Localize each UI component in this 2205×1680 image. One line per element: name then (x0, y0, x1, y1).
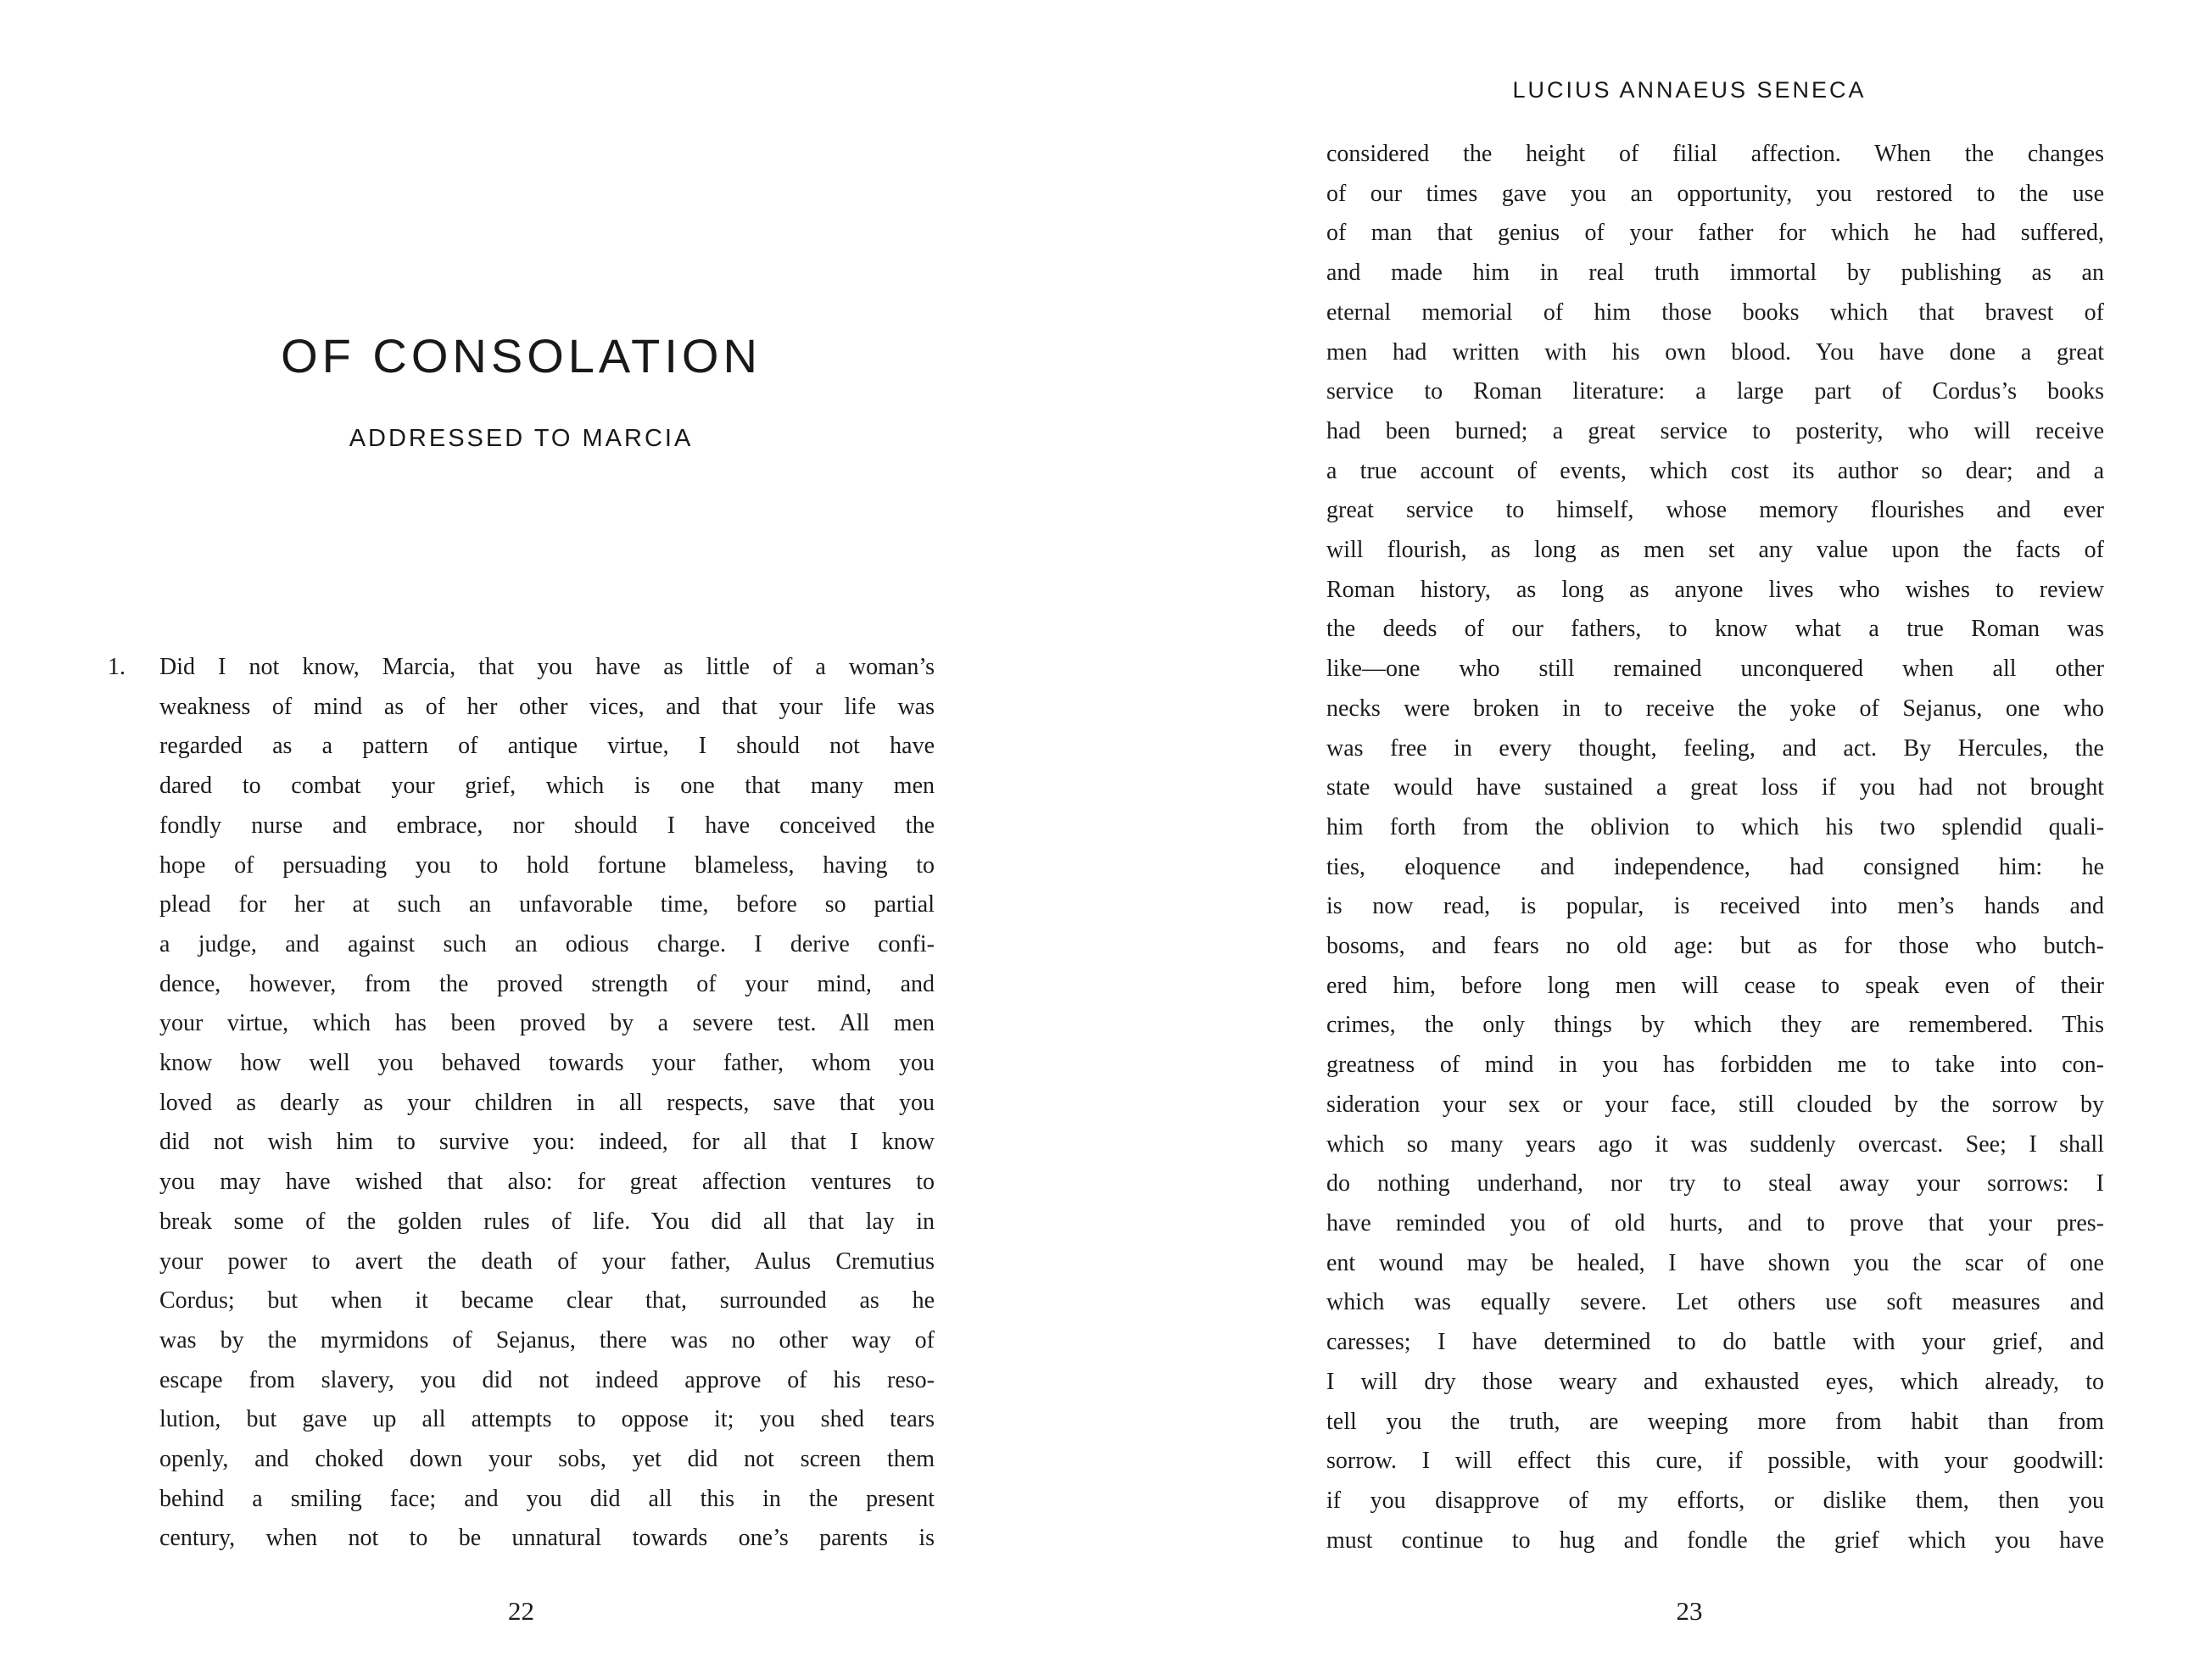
text-line: century, when not to be unnatural towards one’s parents is (159, 1525, 935, 1552)
text-line: escape from slavery, you did not indeed approve of his reso- (159, 1366, 935, 1393)
text-line: and made him in real truth immortal by publishing as an (1326, 260, 2104, 287)
text-line: tell you the truth, are weeping more from habit than from (1326, 1408, 2104, 1435)
text-line: necks were broken in to receive the yoke of Sejanus, one who (1326, 695, 2104, 722)
text-line: plead for her at such an unfavorable time, before so partial (159, 891, 935, 918)
text-line: regarded as a pattern of antique virtue, I should not have (159, 733, 935, 760)
text-line: service to Roman literature: a large part of Cordus’s books (1326, 378, 2104, 405)
text-line: will flourish, as long as men set any value upon the facts of (1326, 537, 2104, 564)
left-page-body-text (159, 648, 935, 1559)
text-line: I will dry those weary and exhausted eyes, which already, to (1326, 1368, 2104, 1395)
text-line: greatness of mind in you has forbidden me to take into con- (1326, 1052, 2104, 1079)
text-line: a judge, and against such an odious charge. I derive confi- (159, 930, 935, 957)
text-line: loved as dearly as your children in all respects, save that you (159, 1089, 935, 1116)
text-line: do nothing underhand, nor try to steal away your sorrows: I (1326, 1170, 2104, 1197)
text-line: which so many years ago it was suddenly overcast. See; I shall (1326, 1130, 2104, 1158)
text-line: had been burned; a great service to posterity, who will receive (1326, 417, 2104, 444)
text-line: Did I not know, Marcia, that you have as little of a woman’s (159, 654, 935, 680)
text-line: ties, eloquence and independence, had consigned him: he (1326, 853, 2104, 880)
text-line: did not wish him to survive you: indeed, for all that I know (159, 1129, 935, 1156)
text-line: have reminded you of old hurts, and to prove that your pres- (1326, 1209, 2104, 1236)
text-line: of our times gave you an opportunity, you restored to the use (1326, 180, 2104, 207)
text-line: behind a smiling face; and you did all this in the present (159, 1485, 935, 1512)
right-page-number: 23 (1676, 1596, 1703, 1626)
paragraph-number: 1. (108, 654, 126, 680)
text-line: fondly nurse and embrace, nor should I have conceived the (159, 812, 935, 839)
text-line: was free in every thought, feeling, and act. By Hercules, the (1326, 734, 2104, 762)
text-line: bosoms, and fears no old age: but as for those who butch- (1326, 933, 2104, 960)
text-line: sideration your sex or your face, still clouded by the sorrow by (1326, 1091, 2104, 1118)
chapter-subtitle: ADDRESSED TO MARCIA (349, 425, 694, 452)
text-line: dence, however, from the proved strength of your mind, and (159, 970, 935, 997)
text-line: considered the height of filial affection. When the changes (1326, 141, 2104, 167)
text-line: if you disapprove of my efforts, or dislike them, then you (1326, 1487, 2104, 1514)
text-line: state would have sustained a great loss if you had not brought (1326, 774, 2104, 801)
left-page-number: 22 (508, 1596, 534, 1626)
text-line: you may have wished that also: for great affection ventures to (159, 1169, 935, 1196)
text-line: caresses; I have determined to do battle with your grief, and (1326, 1329, 2104, 1356)
text-line: ent wound may be healed, I have shown you the scar of one (1326, 1249, 2104, 1276)
text-line: dared to combat your grief, which is one that many men (159, 773, 935, 800)
text-line: ered him, before long men will cease to speak even of their (1326, 972, 2104, 999)
text-line: which was equally severe. Let others use soft measures and (1326, 1289, 2104, 1316)
text-line: him forth from the oblivion to which his two splendid quali- (1326, 813, 2104, 840)
text-line: must continue to hug and fondle the grief which you have (1326, 1527, 2104, 1554)
text-line: a true account of events, which cost its author so dear; and a (1326, 457, 2104, 484)
text-line: crimes, the only things by which they are remembered. This (1326, 1012, 2104, 1039)
text-line: know how well you behaved towards your father, whom you (159, 1050, 935, 1077)
text-line: Roman history, as long as anyone lives who wishes to review (1326, 576, 2104, 603)
running-header: LUCIUS ANNAEUS SENECA (1512, 77, 1867, 103)
text-line: eternal memorial of him those books which that bravest of (1326, 299, 2104, 326)
text-line: Cordus; but when it became clear that, surrounded as he (159, 1287, 935, 1314)
text-line: of man that genius of your father for which he had suffered, (1326, 220, 2104, 247)
text-line: weakness of mind as of her other vices, and that your life was (159, 693, 935, 720)
right-page-body-text (1326, 135, 2104, 1560)
text-line: like—one who still remained unconquered when all other (1326, 656, 2104, 683)
text-line: was by the myrmidons of Sejanus, there was no other way of (159, 1326, 935, 1353)
text-line: great service to himself, whose memory flourishes and ever (1326, 497, 2104, 524)
text-line: your power to avert the death of your father, Aulus Cremutius (159, 1247, 935, 1275)
chapter-title: OF CONSOLATION (281, 329, 762, 382)
text-line: men had written with his own blood. You have done a great (1326, 338, 2104, 366)
text-line: hope of persuading you to hold fortune blameless, having to (159, 851, 935, 879)
text-line: is now read, is popular, is received into men’s hands and (1326, 893, 2104, 920)
text-line: break some of the golden rules of life. You did all that lay in (159, 1208, 935, 1235)
text-line: lution, but gave up all attempts to oppose it; you shed tears (159, 1406, 935, 1433)
text-line: openly, and choked down your sobs, yet did not screen them (159, 1446, 935, 1473)
text-line: the deeds of our fathers, to know what a true Roman was (1326, 616, 2104, 643)
text-line: your virtue, which has been proved by a severe test. All men (159, 1010, 935, 1037)
text-line: sorrow. I will effect this cure, if possible, with your goodwill: (1326, 1448, 2104, 1475)
